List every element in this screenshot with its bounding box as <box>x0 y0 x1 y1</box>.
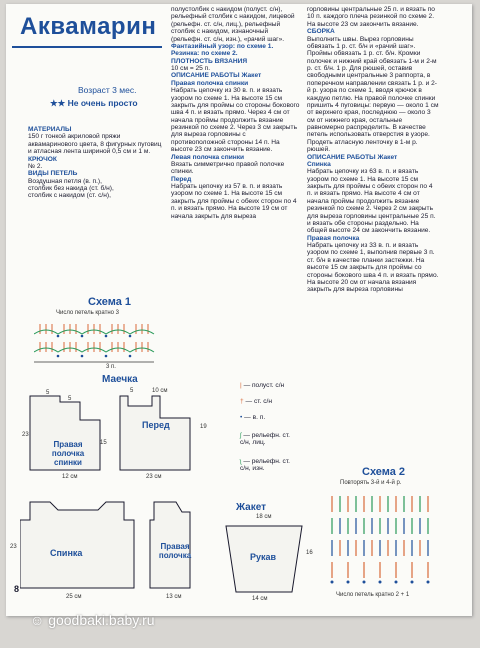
watermark: ☺ goodbaki.baby.ru <box>30 612 155 628</box>
dim: 19 <box>200 424 207 430</box>
paragraph: Фантазийный узор: по схеме 1. <box>171 42 274 50</box>
column-3 <box>307 6 439 294</box>
legend-item: | — полуст. с/н <box>240 382 285 389</box>
paragraph: ПЛОТНОСТЬ ВЯЗАНИЯ <box>171 57 248 65</box>
paragraph: Набрать цепочку из 63 в. п. и вязать узором по схеме 1. На высоте 15 см закрыть для проймы с обеих сторон по 4 п. и вязать прямо. На высоте 4 см от начала проймы продолжить вязание резинкой по схеме 2. Через 2 см закрыть для выреза горловины центральные 25 п. и вязать обе стороны раздельно. На общей высоте 24 см закончить вязание. <box>307 168 436 235</box>
paragraph: Резинка: по схеме 2. <box>171 50 238 58</box>
paragraph: Набрать цепочку из 33 в. п. и вязать узором по схеме 1, выполнив первые 3 п. ст. б/н в качестве планки застежки. На высоте 15 см закрыть для проймы со стороны бокового шва 4 п. и вязать прямо. На высоте 20 см от начала вязания закрыть для выреза горловины <box>307 242 439 294</box>
dim: 5 <box>46 390 50 396</box>
schema2-title: Схема 2 <box>362 466 406 478</box>
schema1-title: Схема 1 <box>88 296 132 308</box>
legend-item: ʃ — рельефн. ст. с/н, лиц. <box>240 432 290 447</box>
legend-item: ʅ — рельефн. ст. с/н, изн. <box>240 458 290 473</box>
title-underline <box>6 44 166 52</box>
legend-item: † — ст. с/н <box>240 398 272 405</box>
dim: 12 см <box>62 474 78 480</box>
materials-heading: МАТЕРИАЛЫ <box>28 126 72 133</box>
materials-text: 150 г тонкой акриловой пряжи аквамаринового цвета, 8 фигурных пуговиц и атласная лента шириной 0,5 см и 1 м. <box>28 133 162 156</box>
page-title: Аквамарин <box>20 13 157 40</box>
paragraph: ОПИСАНИЕ РАБОТЫ Жакет <box>171 72 262 80</box>
paragraph: Набрать цепочку из 30 в. п. и вязать узором по схеме 1. На высоте 15 см закрыть для проймы со стороны бокового шва 4 п. и вязать прямо. Через 4 см от начала проймы продолжить вязание резинкой по схеме 2. Через 3 см закрыть для выреза горловины с противоположной стороны 14 п. На высоте 23 см закончить вязание. <box>171 87 300 154</box>
paragraph: СБОРКА <box>307 28 335 36</box>
column-1 <box>28 126 166 200</box>
schema1-note: Число петель кратно 3 <box>56 310 119 316</box>
paragraph: 10 см = 25 п. <box>171 65 211 72</box>
dim: 18 см <box>256 514 272 520</box>
paragraph: полустолбик с накидом (полуст. с/н), рельефный столбик с накидом, лицевой (рельефн. ст. с/н, лиц.), рельефный столбик с накидом, изнаночный (рельефн. ст. с/н, изн.), «рачий шаг». <box>171 6 295 43</box>
dim: 14 см <box>252 596 268 602</box>
paragraph: горловины центральные 25 п. и вязать по 10 п. каждого плеча резинкой по схеме 2. На высоте 23 см закончить вязание. <box>307 6 435 28</box>
dress-title: Маечка <box>102 374 138 385</box>
column-2 <box>171 6 301 220</box>
dim: 15 <box>100 440 107 446</box>
paragraph: Правая полочка <box>307 234 360 242</box>
stitch-line: столбик с накидом (ст. с/н), <box>28 192 111 200</box>
dim: 13 см <box>166 594 182 600</box>
dim: 5 <box>130 388 134 394</box>
hook-heading: КРЮЧОК <box>28 155 57 163</box>
paragraph: ОПИСАНИЕ РАБОТЫ Жакет <box>307 153 398 161</box>
age-label: Возраст 3 мес. <box>78 85 137 95</box>
dim: 25 см <box>66 594 82 600</box>
right-back-label: Правая полочка спинки <box>51 440 85 467</box>
paragraph: Правая полочка спинки <box>171 79 249 87</box>
difficulty-label: ★★ Не очень просто <box>50 98 138 108</box>
stitches-heading: ВИДЫ ПЕТЕЛЬ <box>28 170 78 178</box>
schema1-chart <box>34 316 166 368</box>
dim: 16 <box>306 550 313 556</box>
dress-pattern <box>20 382 216 488</box>
legend-item: • — в. п. <box>240 414 266 421</box>
paragraph: Набрать цепочку из 57 в. п. и вязать узором по схеме 1. На высоте 15 см закрыть для проймы с обеих сторон по 4 п. и вязать прямо. На высоте 19 см от начала закрыть для выреза <box>171 183 297 220</box>
dim: 23 <box>22 432 29 438</box>
front-label: Перед <box>142 420 170 430</box>
schema2-note: Число петель кратно 2 + 1 <box>336 592 410 598</box>
schema2-repeat: Повторять 3-й и 4-й р. <box>340 480 402 486</box>
dim: 5 <box>68 396 72 402</box>
schema1-repeat: 3 п. <box>106 364 116 370</box>
paragraph: Спинка <box>307 160 331 168</box>
hook-value: № 2. <box>28 162 43 170</box>
jacket-title: Жакет <box>236 502 267 513</box>
paragraph: Выполнить швы. Вырез горловины обвязать 1 р. ст. б/н и «рачий шаг». Проймы обвязать 1 р. ст. б/н. Кромки полочек и нижний край обвязать 1-м и 2-м р. ст. б/н. 1 р. Для рюшей, оставив свободными центральные 3 раппорта, в поперечном направлении связать 1 р. и 2-й р. узора по схеме 1, вводя крючок в каждую петлю. На правой полочке спинки пришить 4 пуговицы: первую — около 1 см от верхнего края, последнюю — около 3 см от нижнего края, остальные равномерно распределить. В качестве петель использовать отверстия в узоре. Продеть атласную ленточку в 1-м р. рюшей. <box>307 35 439 154</box>
schema2-chart <box>324 488 444 588</box>
dim: 23 <box>10 544 17 550</box>
sleeve-label: Рукав <box>250 552 277 562</box>
magazine-page <box>6 4 472 616</box>
dim: 10 см <box>152 388 168 394</box>
page-number: 8 <box>14 584 20 594</box>
paragraph: Левая полочка спинки <box>171 153 245 161</box>
stitch-line: Воздушная петля (в. п.), <box>28 177 102 185</box>
stitch-line: столбик без накида (ст. б/н), <box>28 185 114 192</box>
right-front-label: Правая полочка <box>158 542 192 560</box>
paragraph: Перед <box>171 175 192 183</box>
dim: 23 см <box>146 474 162 480</box>
back-label: Спинка <box>50 548 83 558</box>
paragraph: Вязать симметрично правой полочке спинки. <box>171 160 285 176</box>
